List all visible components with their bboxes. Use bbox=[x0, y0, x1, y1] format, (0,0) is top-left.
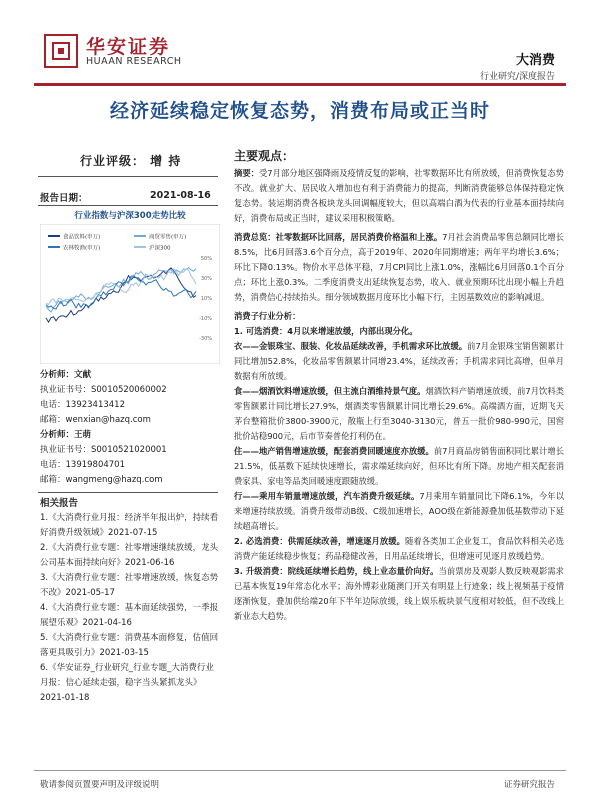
date-label: 报告日期： bbox=[40, 193, 88, 204]
analyst-email[interactable]: 邮箱：wangmeng@hazq.com bbox=[40, 475, 163, 485]
related-item[interactable]: 3.《大消费行业专题：社零增速放缓，恢复态势不改》2021-05-17 bbox=[40, 573, 219, 598]
sector-label: 大消费 bbox=[515, 53, 555, 68]
overview-paragraph bbox=[234, 230, 564, 305]
divider bbox=[38, 205, 218, 206]
analyst-name: 分析师：文献 bbox=[40, 370, 92, 380]
analyst-email[interactable]: 邮箱：wenxian@hazq.com bbox=[40, 415, 151, 425]
legend-label: 沪深300 bbox=[149, 245, 171, 252]
y-tick-label: 50% bbox=[200, 256, 212, 262]
related-title: 相关报告 bbox=[40, 498, 79, 509]
paragraph-label: 住——地产销售增速放缓，配套消费回暖速度亦放缓。 bbox=[234, 446, 434, 456]
paragraph bbox=[234, 534, 564, 564]
sub-industry-title: 消费子行业分析： bbox=[234, 311, 301, 321]
legend-label: 农林牧渔(申万) bbox=[63, 245, 101, 252]
legend-label: 商贸零售(申万) bbox=[149, 234, 187, 241]
abstract-text: 受7月部分地区强降雨及疫情反复的影响，社零数据环比有所放缓，但消费恢复态势不改。就业扩大、居民收入增加也有利于消费能力的提高，判断消费能够总体保持稳定恢复态势。装运期消费各板块龙头回调幅度较大，但以高端白酒为代表的行业基本面持续向好，消费布局或正当时，建议采用积极策略。 bbox=[234, 168, 564, 223]
chart-title: 行业指数与沪深300走势比较 bbox=[74, 211, 186, 221]
related-item[interactable]: 6.《华安证券_行业研究_行业专题_大消费行业月报：信心延续走强，稳字当头紧抓龙头》2021-01-18 bbox=[40, 663, 214, 703]
paragraph-text: 前7月商品房销售面积同比累计增长21.5%，低基数下延续快速增长，需求端延续向好，但环比有所下降。房地产相关配套消费家具、家电等品类回暖速度跟随放缓。 bbox=[234, 446, 564, 486]
page-title: 经济延续稳定恢复态势，消费布局或正当时 bbox=[109, 100, 490, 122]
paragraph bbox=[234, 489, 564, 534]
y-tick-label: 10% bbox=[200, 296, 212, 302]
paragraph bbox=[234, 384, 564, 444]
paragraph-text: 前7月金银珠宝销售额累计同比增加52.8%，化妆品零售额累计同增23.4%，延续改善；手机需求同比高增，但单月数据有所放缓。 bbox=[234, 341, 564, 381]
key-points-title: 主要观点： bbox=[234, 149, 295, 163]
paragraph-text: 7月乘用车销量同比下降6.1%，今年以来增速持续放缓。消费升级带动B级、C级加速增长，AOO级在新能源叠加低基数带动下延续超高增长。 bbox=[234, 491, 564, 531]
paragraph-text: 烟酒饮料产销增速放缓，前7月饮料类零售额累计同比增长27.9%，烟酒类零售额累计同比增长29.6%。高端酒方面，近期飞天茅台整箱批价3800-3900元，散瓶上行至3040-3130元，普五一批价980-990元，国窖批价站稳900元，后市节奏普伦打利仍在。 bbox=[234, 386, 564, 441]
brand-name-en: HUAAN RESEARCH bbox=[86, 56, 182, 67]
footer-divider bbox=[34, 770, 566, 771]
paragraph bbox=[234, 444, 564, 489]
analyst-cert: 执业证书号：S0010520060002 bbox=[40, 385, 167, 395]
report-date: 2021-08-16 bbox=[150, 190, 211, 201]
y-tick-label: -30% bbox=[199, 336, 212, 342]
paragraph bbox=[234, 564, 564, 624]
abstract-paragraph bbox=[234, 166, 564, 226]
overview-label: 消费总览：社零数据环比回落，居民消费价格温和上涨。 bbox=[234, 232, 443, 242]
paragraph bbox=[234, 339, 564, 384]
brand-name-cn: 华安证券 bbox=[86, 36, 171, 58]
related-reports bbox=[40, 496, 220, 706]
paragraph-label: 3. 升级消费：院线延续增长趋势，线上业态量价向好。 bbox=[234, 566, 439, 576]
related-item[interactable]: 4.《大消费行业专题：基本面延续强势，一季报展望乐观》2021-04-16 bbox=[40, 603, 219, 628]
brand-logo bbox=[44, 34, 78, 68]
index-comparison-chart bbox=[40, 224, 220, 364]
report-type: 行业研究/深度报告 bbox=[479, 72, 555, 82]
industry-rating: 行业评级： 增 持 bbox=[80, 154, 182, 168]
header-divider bbox=[34, 83, 566, 86]
paragraph-label: 行——乘用车销量增速放缓，汽车消费升级延续。 bbox=[234, 491, 420, 501]
related-item[interactable]: 2.《大消费行业专题：社零增速继续放缓，龙头公司基本面持续向好》2021-06-16 bbox=[40, 543, 219, 568]
analyst-phone: 电话：13923413412 bbox=[40, 400, 125, 410]
paragraph-label: 食——烟酒饮料增速放缓，但主流白酒维持景气度。 bbox=[234, 386, 426, 396]
analyst-block-1 bbox=[40, 368, 220, 488]
paragraph-text: 随着各类加工企业复工，食品饮料相关必选消费产能延续稳步恢复；药品稳健改善，日用品延续增长，但增速可见逐月放缓趋势。 bbox=[234, 536, 564, 561]
paragraph-label: 衣——金银珠宝、服装、化妆品延续改善，手机需求环比放缓。 bbox=[234, 341, 468, 351]
legend-label: 食品饮料(申万) bbox=[63, 234, 101, 241]
divider bbox=[38, 176, 218, 177]
paragraph-text: 当前票房及观影人数反映观影需求已基本恢复19年常态化水平；海外博彩业随澳门开关有明显上行迹象；线上视频基于疫情逐渐恢复，叠加供给端20年下半年边际放缓，线上娱乐板块景气度相对较低，但不改线上新业态大趋势。 bbox=[234, 566, 564, 621]
overview-text: 7月社会消费品零售总额同比增长8.5%，比6月回落3.6个百分点，高于2019年、2020年同期增速；两年平均增长3.6%；环比下降0.13%。物价水平总体平稳，7月CPI同比上涨1.0%，涨幅比6月回落0.1个百分点；环比上涨0.3%。二季度消费支出延续恢复态势，收入、就业预期环比出现小幅上升趋势，消费信心持续抬头。细分领域数据月度环比小幅下行，主因基数效应的影响减退。 bbox=[234, 232, 564, 302]
y-tick-label: 30% bbox=[200, 276, 212, 282]
y-tick-label: -10% bbox=[199, 316, 212, 322]
analyst-phone: 电话：13919804701 bbox=[40, 460, 125, 470]
related-item[interactable]: 5.《大消费行业专题：消费基本面修复，估值回落更具吸引力》2021-03-15 bbox=[40, 633, 219, 658]
analyst-name: 分析师：王萌 bbox=[40, 430, 92, 440]
footer-label: 证券研究报告 bbox=[503, 780, 555, 790]
footer-disclaimer[interactable]: 敬请参阅页置要声明及评级说明 bbox=[40, 780, 160, 790]
main-body bbox=[234, 166, 564, 624]
section-heading: 1. 可选消费：4月以来增速放缓，内部出现分化。 bbox=[234, 326, 418, 336]
divider bbox=[38, 492, 218, 493]
paragraph-label: 2. 必选消费：供需延续改善，增速逐月放缓。 bbox=[234, 536, 405, 546]
abstract-label: 摘要： bbox=[234, 168, 259, 178]
analyst-cert: 执业证书号：S0010521020001 bbox=[40, 445, 167, 455]
related-item[interactable]: 1.《大消费行业月报：经济半年报出炉，持续看好消费升级领域》2021-07-15 bbox=[40, 513, 219, 538]
